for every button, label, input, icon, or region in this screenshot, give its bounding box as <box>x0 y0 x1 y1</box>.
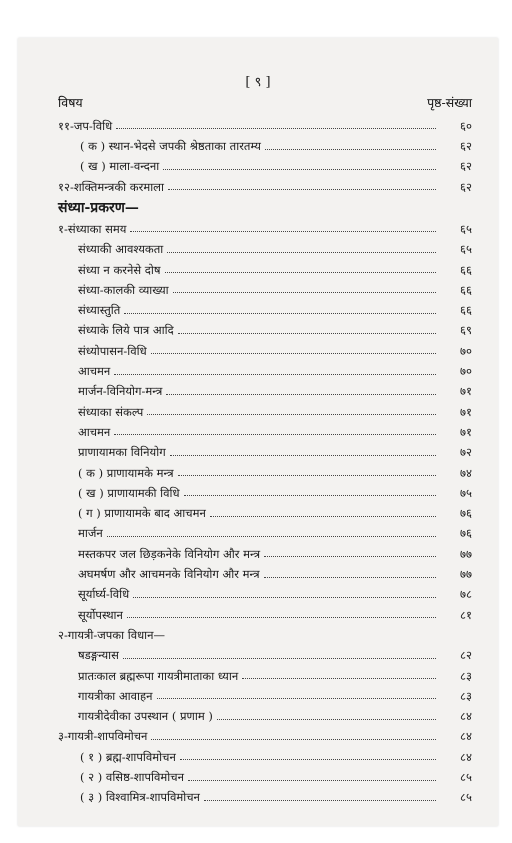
toc-entry-page-number: ८४ <box>460 749 472 764</box>
toc-entry-title: आचमन <box>78 364 111 379</box>
dot-leader <box>151 353 436 354</box>
toc-entry <box>58 784 472 804</box>
toc-entry-title: प्रातःकाल ब्रह्मरूपा गायत्रीमाताका ध्यान <box>78 668 239 683</box>
toc-entry-page-number: ६६ <box>460 303 472 318</box>
toc-entry <box>58 682 472 702</box>
toc-entry <box>58 276 472 296</box>
toc-entry <box>58 621 472 641</box>
dot-leader <box>180 759 436 760</box>
toc-entry-title: संध्यास्तुति <box>78 303 121 318</box>
toc-entry-page-number: ६० <box>460 118 472 133</box>
dot-leader <box>170 455 436 456</box>
subject-column-heading: विषय <box>58 95 83 110</box>
toc-entry-page-number: ६६ <box>460 282 472 297</box>
toc-entry <box>58 438 472 458</box>
dot-leader <box>116 128 436 129</box>
toc-entry-title: गायत्रीका आवाहन <box>78 688 153 703</box>
toc-entry <box>58 641 472 661</box>
toc-entry-page-number: ८१ <box>460 607 472 622</box>
toc-entry <box>58 520 472 540</box>
toc-entry-page-number: ७० <box>460 343 472 358</box>
toc-entry-title: संध्याके लिये पात्र आदि <box>78 323 174 338</box>
toc-entry <box>58 418 472 438</box>
toc-entry <box>58 398 472 418</box>
toc-entry-title: ( क ) प्राणायामके मन्त्र <box>78 465 174 480</box>
dot-leader <box>264 577 436 578</box>
toc-entry-page-number: ६९ <box>460 323 472 338</box>
toc-entry-title: प्राणायामका विनियोग <box>78 445 166 460</box>
toc-entry-title: संध्या-कालकी व्याख्या <box>78 282 169 297</box>
book-page <box>18 38 498 826</box>
toc-entry-page-number: ७७ <box>460 567 472 582</box>
dot-leader <box>123 658 436 659</box>
toc-entry-page-number: ८५ <box>460 770 472 784</box>
toc-entry <box>58 560 472 580</box>
dot-leader <box>264 556 436 557</box>
dot-leader <box>178 475 436 476</box>
table-of-contents <box>58 112 472 804</box>
toc-entry-title: ( ३ ) विश्वामित्र-शापविमोचन <box>80 790 200 805</box>
dot-leader <box>184 495 436 496</box>
toc-entry-page-number: ७१ <box>460 424 472 439</box>
toc-entry-title: मार्जन <box>78 526 103 541</box>
dot-leader <box>133 597 436 598</box>
toc-entry-page-number: ६२ <box>460 159 472 174</box>
toc-entry-page-number: ७६ <box>460 506 472 521</box>
toc-entry <box>58 601 472 621</box>
toc-entry <box>58 357 472 377</box>
toc-entry-title: मस्तकपर जल छिड़कनेके विनियोग और मन्त्र <box>78 546 261 561</box>
dot-leader <box>178 333 436 334</box>
toc-entry-title: आचमन <box>78 424 111 439</box>
toc-entry-title: षडङ्गन्यास <box>78 648 119 663</box>
toc-entry-page-number: ६६ <box>460 262 472 277</box>
dot-leader <box>163 169 436 170</box>
toc-entry-title: १-संध्याका समय <box>58 221 127 236</box>
toc-entry-title: ३-गायत्री-शापविमोचन <box>58 729 148 744</box>
toc-entry-page-number: ६२ <box>460 179 472 194</box>
toc-entry-title: ( ख ) प्राणायामकी विधि <box>78 485 180 500</box>
page-number-column-heading: पृष्ठ-संख्या <box>427 95 472 110</box>
toc-entry-title: सूर्योपस्थान <box>78 607 123 622</box>
toc-entry-page-number: ८५ <box>460 790 472 805</box>
toc-entry-title: संध्योपासन-विधि <box>78 343 147 358</box>
toc-entry <box>58 662 472 682</box>
toc-entry-page-number: ६५ <box>460 242 472 257</box>
toc-entry-page-number: ८३ <box>460 688 472 703</box>
dot-leader <box>147 414 436 415</box>
toc-entry <box>58 723 472 743</box>
dot-leader <box>114 434 436 435</box>
toc-entry-title: ( २ ) वसिष्ठ-शापविमोचन <box>80 770 184 784</box>
toc-entry-page-number: ८४ <box>460 729 472 744</box>
toc-entry <box>58 337 472 357</box>
toc-entry-title: सूर्यार्घ्य-विधि <box>78 587 130 602</box>
toc-entry <box>58 296 472 316</box>
dot-leader <box>127 617 436 618</box>
toc-entry-page-number: ७६ <box>460 526 472 541</box>
toc-entry <box>58 112 472 132</box>
dot-leader <box>204 800 436 801</box>
toc-entry-title: ( ग ) प्राणायामके बाद आचमन <box>78 506 206 521</box>
dot-leader <box>173 292 436 293</box>
toc-entry-title: ( ख ) माला-वन्दना <box>80 159 160 174</box>
dot-leader <box>166 394 436 395</box>
toc-entry-page-number: ७७ <box>460 546 472 561</box>
toc-entry-title: ११-जप-विधि <box>58 118 113 133</box>
dot-leader <box>168 189 436 190</box>
toc-entry-page-number: ७१ <box>460 384 472 399</box>
toc-entry-title: २-गायत्री-जपका विधान— <box>58 627 166 642</box>
toc-entry-page-number: ७५ <box>460 485 472 500</box>
toc-entry-title: संध्या-प्रकरण— <box>58 200 139 217</box>
section-heading <box>58 193 472 215</box>
toc-entry-page-number: ८४ <box>460 709 472 724</box>
toc-entry-page-number: ७२ <box>460 445 472 460</box>
toc-entry <box>58 256 472 276</box>
toc-entry <box>58 235 472 255</box>
toc-entry <box>58 479 472 499</box>
toc-entry-title: संध्याका संकल्प <box>78 404 144 419</box>
toc-entry-page-number: ६२ <box>460 139 472 154</box>
dot-leader <box>157 698 436 699</box>
toc-entry <box>58 763 472 783</box>
toc-entry-page-number: ७४ <box>460 465 472 480</box>
dot-leader <box>124 313 436 314</box>
dot-leader <box>242 678 436 679</box>
toc-entry-page-number: ७० <box>460 364 472 379</box>
toc-entry-page-number: ७१ <box>460 404 472 419</box>
toc-entry-title: गायत्रीदेवीका उपस्थान ( प्रणाम ) <box>78 709 213 724</box>
toc-entry-page-number: ८२ <box>460 648 472 663</box>
toc-entry <box>58 459 472 479</box>
dot-leader <box>217 719 436 720</box>
toc-entry <box>58 153 472 173</box>
toc-entry <box>58 378 472 398</box>
dot-leader <box>210 516 436 517</box>
toc-entry-page-number: ७८ <box>460 587 472 602</box>
toc-entry-title: ( १ ) ब्रह्म-शापविमोचन <box>80 749 176 764</box>
page-marker: [ ९ ] <box>245 75 271 90</box>
dot-leader <box>167 252 436 253</box>
dot-leader <box>165 272 436 273</box>
toc-entry-title: अघमर्षण और आचमनके विनियोग और मन्त्र <box>78 567 260 582</box>
toc-entry-page-number: ६५ <box>460 221 472 236</box>
toc-entry-title: ( क ) स्थान-भेदसे जपकी श्रेष्ठताका तारतम्य <box>80 139 261 154</box>
toc-entry <box>58 743 472 763</box>
toc-entry <box>58 499 472 519</box>
toc-entry <box>58 581 472 601</box>
dot-leader <box>107 536 436 537</box>
dot-leader <box>265 149 436 150</box>
dot-leader <box>114 374 436 375</box>
dot-leader <box>188 780 436 781</box>
toc-entry <box>58 173 472 193</box>
dot-leader <box>151 739 436 740</box>
toc-entry <box>58 132 472 152</box>
toc-entry-title: मार्जन-विनियोग-मन्त्र <box>78 384 163 399</box>
toc-entry <box>58 215 472 235</box>
toc-entry-page-number: ८३ <box>460 668 472 683</box>
dot-leader <box>130 231 436 232</box>
toc-entry-title: संध्याकी आवश्यकता <box>78 242 164 257</box>
toc-entry-title: संध्या न करनेसे दोष <box>78 262 161 277</box>
toc-entry <box>58 702 472 722</box>
toc-entry <box>58 540 472 560</box>
toc-entry <box>58 317 472 337</box>
toc-entry-title: १२-शक्तिमन्त्रकी करमाला <box>58 179 164 194</box>
